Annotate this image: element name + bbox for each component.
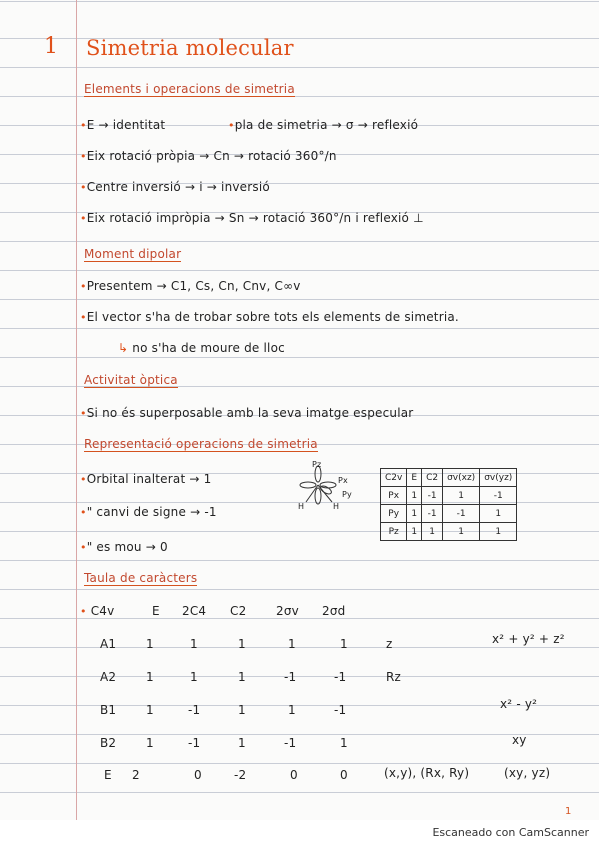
line-text: Centre inversió → i → inversió — [86, 180, 270, 194]
orbital-label-px: Px — [338, 476, 348, 485]
table-cell: Py — [381, 505, 407, 523]
table-row — [381, 523, 517, 541]
c4v-header-group: C4v — [90, 604, 115, 618]
curved-arrow-icon: ↳ — [118, 341, 133, 355]
line-moure — [118, 341, 285, 355]
c4v-header-cell: 2σv — [276, 604, 299, 618]
c4v-header-cell: 2C4 — [182, 604, 207, 618]
line-mou — [80, 540, 168, 554]
char-cell: 1 — [146, 670, 154, 684]
camscanner-watermark: Escaneado con CamScanner — [432, 826, 589, 839]
table-cell: -1 — [422, 487, 443, 505]
orbital-label-h1: H — [298, 502, 305, 511]
bullet-icon: • — [228, 119, 235, 132]
line-text: Eix rotació pròpia → Cn → rotació 360°/n — [86, 149, 337, 163]
table-cell: -1 — [422, 505, 443, 523]
table-cell: 1 — [422, 523, 443, 541]
table-cell: Pz — [381, 523, 407, 541]
line-text: E → identitat — [86, 118, 166, 132]
table-cell: 1 — [407, 505, 422, 523]
orbital-label-h2: H — [333, 502, 340, 511]
irrep-label: A1 — [100, 637, 117, 651]
char-cell: 1 — [340, 637, 348, 651]
bullet-icon: • — [80, 181, 87, 194]
table-header-cell: σv(xz) — [443, 469, 480, 487]
heading-optica: Activitat òptica — [84, 373, 178, 387]
line-text: no s'ha de moure de lloc — [132, 341, 285, 355]
linear-function: (x,y), (Rx, Ry) — [384, 766, 470, 780]
char-cell: 1 — [238, 670, 246, 684]
line-vector — [80, 310, 459, 324]
table-header-cell: σv(yz) — [480, 469, 517, 487]
table-cell: 1 — [407, 487, 422, 505]
char-cell: 1 — [190, 670, 198, 684]
char-cell: 1 — [190, 637, 198, 651]
line-presentem — [80, 279, 301, 293]
line-superposable — [80, 406, 413, 420]
heading-elements: Elements i operacions de simetria — [84, 82, 295, 96]
irrep-label: B2 — [100, 736, 117, 750]
margin-line — [76, 0, 77, 820]
page-title: Simetria molecular — [86, 36, 294, 60]
char-cell: -1 — [334, 670, 347, 684]
char-cell: -2 — [234, 768, 247, 782]
heading-representacio: Representació operacions de simetria — [84, 437, 318, 451]
line-impropia — [80, 211, 424, 225]
line-text: Presentem → C1, Cs, Cn, Cnv, C∞v — [86, 279, 301, 293]
table-cell: -1 — [480, 487, 517, 505]
char-cell: 2 — [132, 768, 140, 782]
bullet-icon: • — [80, 506, 87, 519]
c4v-header-cell: 2σd — [322, 604, 346, 618]
bullet-icon: • — [80, 605, 87, 618]
line-text: " es mou → 0 — [86, 540, 168, 554]
orbital-label-py: Py — [342, 490, 352, 499]
table-cell: 1 — [407, 523, 422, 541]
line-text: " canvi de signe → -1 — [86, 505, 217, 519]
heading-caracters: Taula de caràcters — [84, 571, 198, 585]
table-cell: 1 — [480, 523, 517, 541]
quadratic-function: x² - y² — [500, 697, 538, 711]
line-canvi — [80, 505, 217, 519]
char-cell: 1 — [146, 736, 154, 750]
table-header-row — [381, 469, 517, 487]
table-cell: Px — [381, 487, 407, 505]
table-row — [381, 505, 517, 523]
char-cell: 1 — [146, 637, 154, 651]
char-cell: -1 — [284, 670, 297, 684]
line-text: Si no és superposable amb la seva imatge especular — [86, 406, 414, 420]
char-cell: -1 — [284, 736, 297, 750]
char-cell: 1 — [238, 736, 246, 750]
quadratic-function: xy — [512, 733, 527, 747]
table-header-cell: E — [407, 469, 422, 487]
table-row — [381, 487, 517, 505]
bullet-icon: • — [80, 541, 87, 554]
quadratic-function: (xy, yz) — [504, 766, 551, 780]
linear-function: Rz — [386, 670, 402, 684]
line-pla — [228, 118, 418, 132]
orbital-diagram-icon — [296, 460, 358, 516]
table-header-cell: C2v — [381, 469, 407, 487]
line-text: Orbital inalterat → 1 — [86, 472, 212, 486]
line-identitat — [80, 118, 165, 132]
table-cell: -1 — [443, 505, 480, 523]
char-cell: -1 — [188, 703, 201, 717]
table-cell: 1 — [443, 487, 480, 505]
table-cell: 1 — [443, 523, 480, 541]
bullet-icon: • — [80, 280, 87, 293]
c2v-table — [380, 468, 517, 541]
irrep-label: B1 — [100, 703, 117, 717]
char-cell: 0 — [194, 768, 202, 782]
line-inversio — [80, 180, 270, 194]
corner-page-number: 1 — [565, 806, 572, 817]
bullet-icon: • — [80, 473, 87, 486]
table-cell: 1 — [480, 505, 517, 523]
irrep-label: E — [104, 768, 112, 782]
c4v-header-row — [80, 604, 114, 618]
line-text: Eix rotació impròpia → Sn → rotació 360°/n i reflexió ⊥ — [86, 211, 424, 225]
section-number: 1 — [44, 34, 59, 59]
line-rotacio — [80, 149, 337, 163]
char-cell: -1 — [188, 736, 201, 750]
table-header-cell: C2 — [422, 469, 443, 487]
bullet-icon: • — [80, 407, 87, 420]
char-cell: 1 — [146, 703, 154, 717]
char-cell: 1 — [288, 637, 296, 651]
bullet-icon: • — [80, 311, 87, 324]
orbital-label-pz: Pz — [312, 460, 322, 469]
char-cell: 1 — [238, 637, 246, 651]
line-inalterat — [80, 472, 211, 486]
char-cell: 1 — [288, 703, 296, 717]
c4v-header-cell: E — [152, 604, 160, 618]
bullet-icon: • — [80, 150, 87, 163]
bullet-icon: • — [80, 119, 87, 132]
char-cell: 0 — [290, 768, 298, 782]
line-text: El vector s'ha de trobar sobre tots els elements de simetria. — [86, 310, 459, 324]
char-cell: 1 — [340, 736, 348, 750]
heading-dipol: Moment dipolar — [84, 247, 182, 261]
c4v-header-cell: C2 — [230, 604, 247, 618]
char-cell: 1 — [238, 703, 246, 717]
quadratic-function: x² + y² + z² — [492, 632, 565, 646]
bullet-icon: • — [80, 212, 87, 225]
char-cell: 0 — [340, 768, 348, 782]
linear-function: z — [386, 637, 393, 651]
char-cell: -1 — [334, 703, 347, 717]
irrep-label: A2 — [100, 670, 117, 684]
line-text: pla de simetria → σ → reflexió — [234, 118, 419, 132]
